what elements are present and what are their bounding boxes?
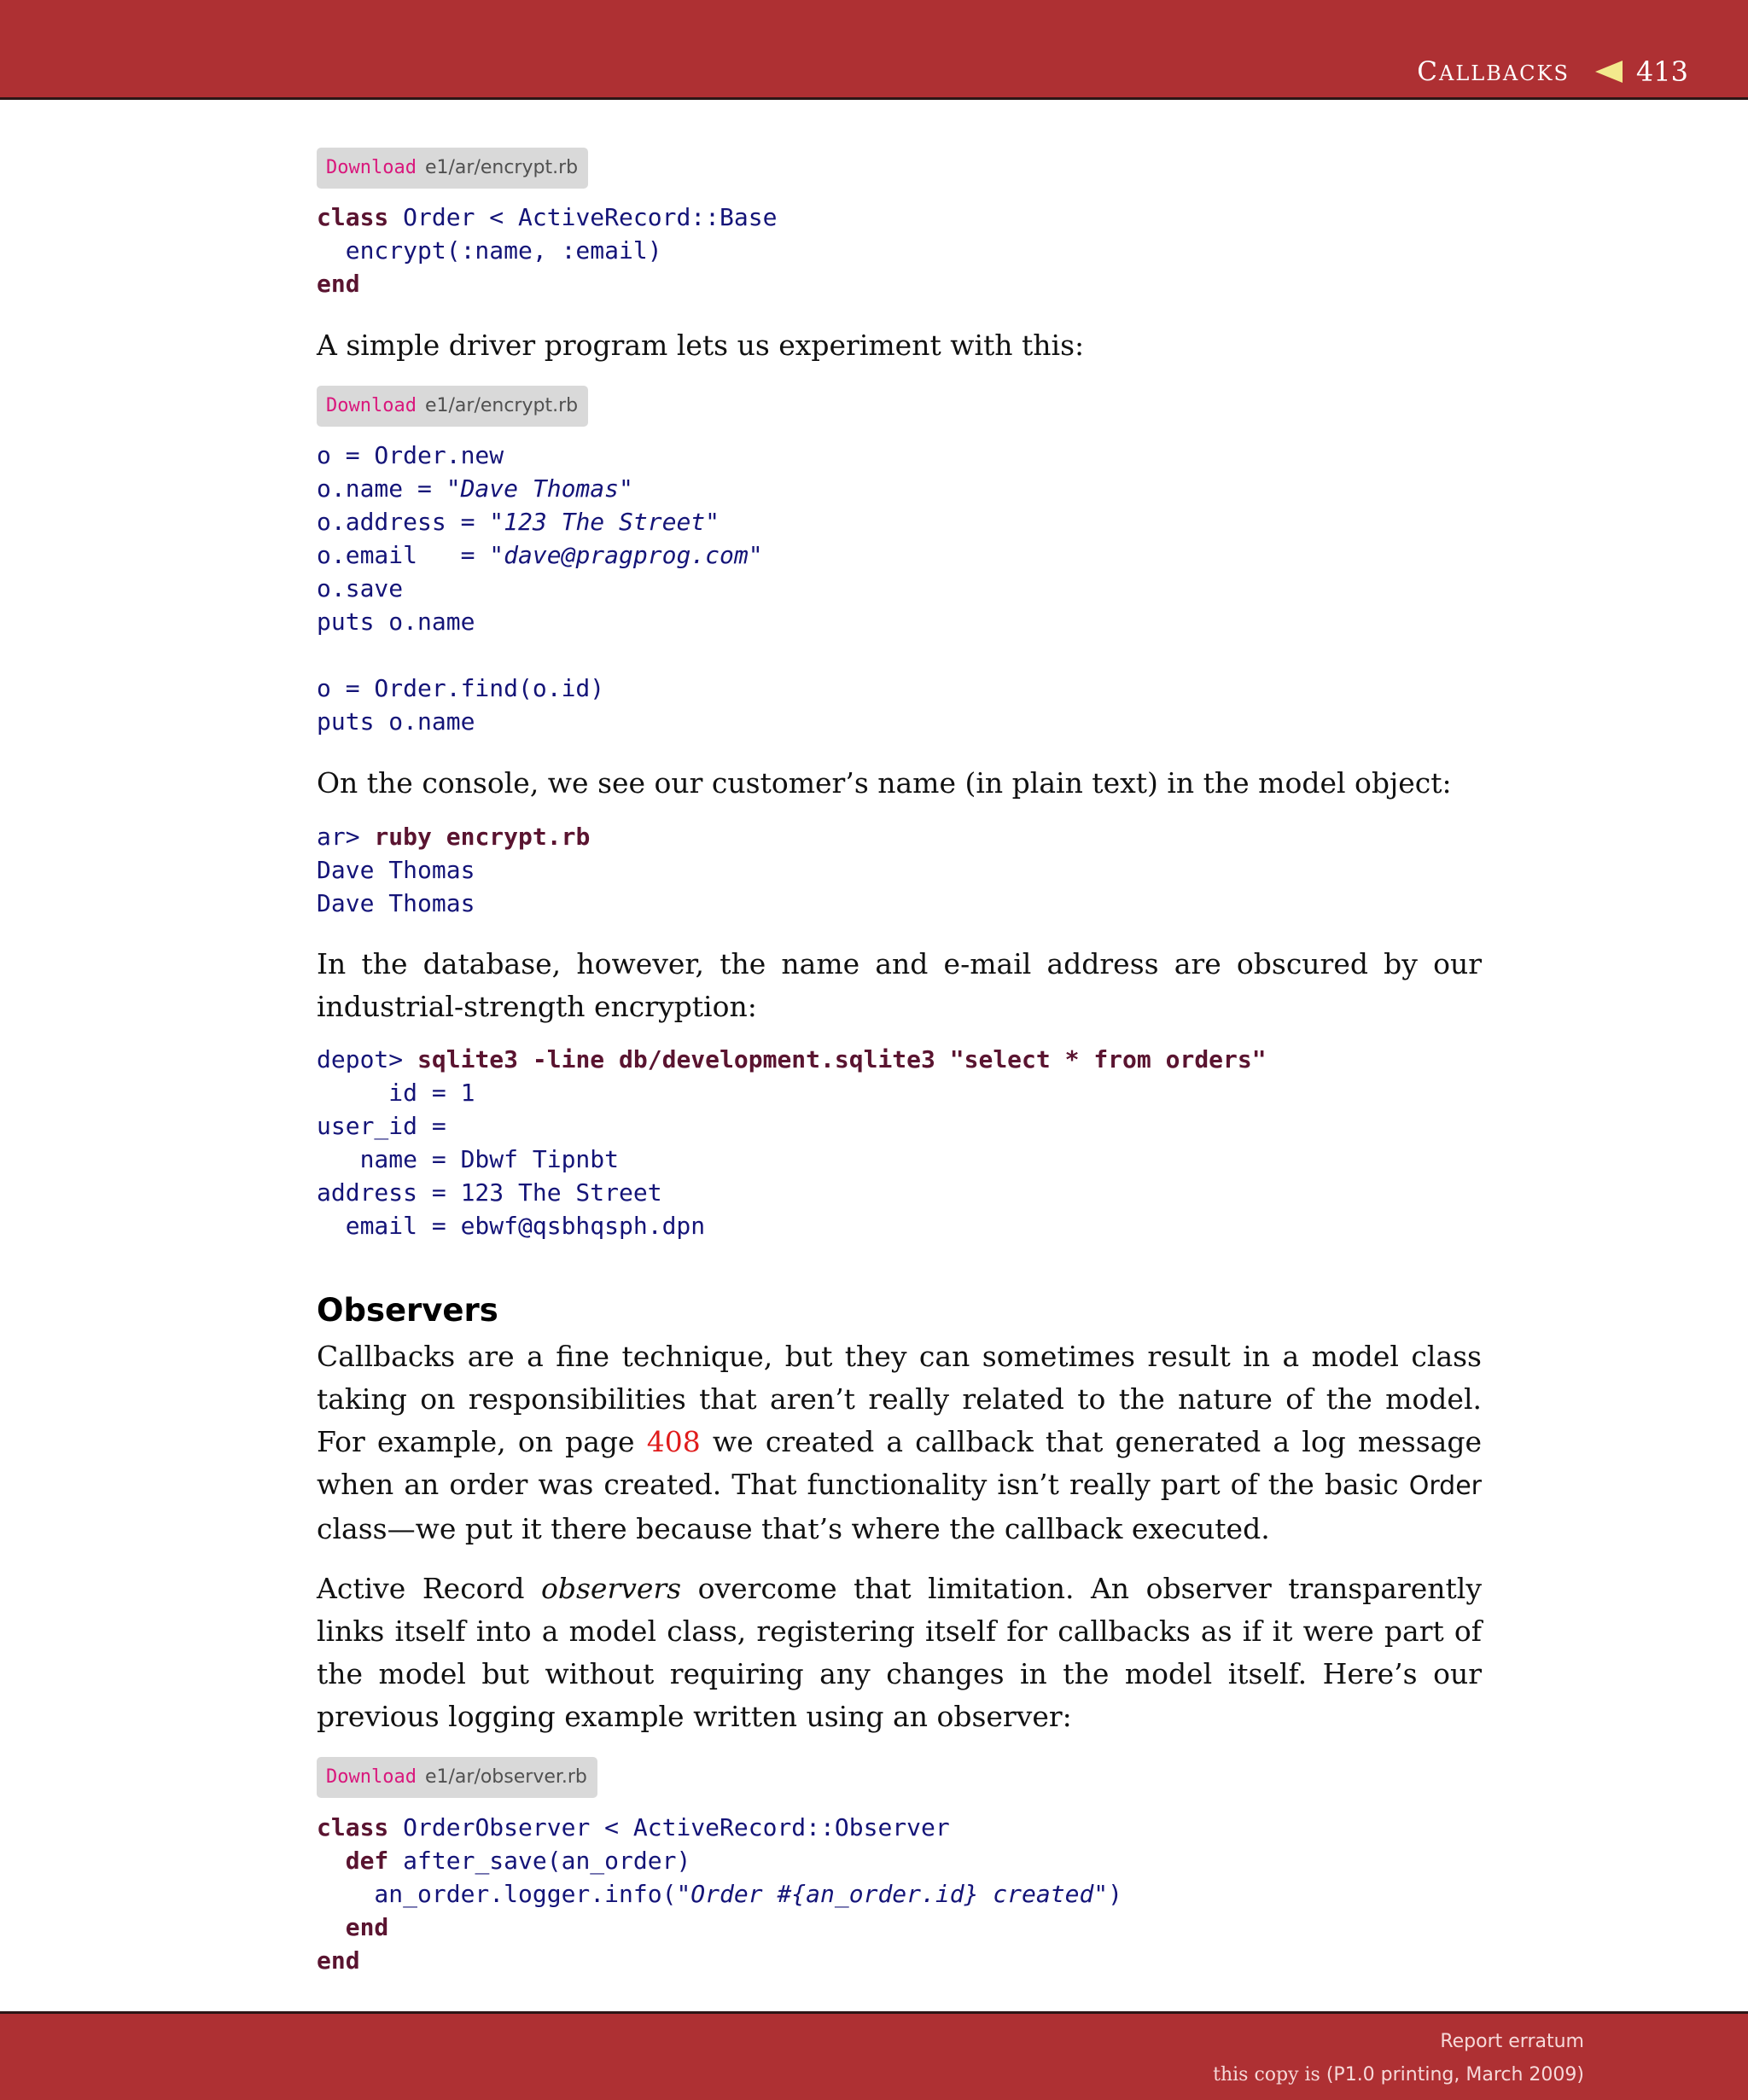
code-keyword: end (317, 1946, 360, 1975)
page-footer-bar (0, 2011, 1748, 2100)
page-header-bar (0, 0, 1748, 100)
code-line: after_save(an_order) (388, 1847, 691, 1875)
download-path: e1/ar/observer.rb (424, 1766, 587, 1788)
code-keyword: class (317, 203, 389, 231)
code-block (317, 201, 777, 300)
code-keyword: end (317, 1913, 389, 1941)
emphasis: observers (540, 1572, 682, 1605)
code-block (317, 439, 763, 738)
section-heading: Observers (317, 1292, 498, 1329)
code-line: an_order.logger.info( (317, 1880, 677, 1908)
code-string: "Order #{an_order.id} created" (676, 1880, 1109, 1908)
header-nav (1417, 51, 1688, 92)
copy-note (1213, 2064, 1584, 2085)
download-link[interactable] (317, 1757, 597, 1798)
code-line: o.address = (317, 508, 490, 536)
code-line: puts o.name (317, 608, 475, 636)
console-output: user_id = (317, 1112, 446, 1140)
console-output: name = Dbwf Tipnbt (317, 1145, 620, 1173)
console-command: sqlite3 -line db/development.sqlite3 "select * from orders" (417, 1045, 1267, 1073)
console-block (317, 820, 590, 920)
copy-prefix: this copy is (1213, 2064, 1326, 2085)
report-erratum-link[interactable]: Report erratum (1440, 2031, 1584, 2052)
paragraph-text: Callbacks are a fine technique, but they can sometimes result in a model class taking on responsibilities that aren’t really related to the nature of the model. For example, on page (317, 1340, 1482, 1458)
code-keyword: end (317, 270, 360, 298)
code-line: OrderObserver < ActiveRecord::Observer (388, 1813, 950, 1841)
code-line: ) (1108, 1880, 1123, 1908)
paragraph: A simple driver program lets us experiment with this: (317, 329, 1085, 362)
copy-detail: (P1.0 printing, March 2009) (1326, 2064, 1584, 2085)
back-arrow-icon[interactable] (1595, 61, 1623, 83)
page-number: 413 (1635, 55, 1688, 88)
paragraph-text: Active Record (317, 1572, 541, 1605)
console-prompt: depot> (317, 1045, 418, 1073)
code-line: puts o.name (317, 707, 475, 736)
code-line: o = Order.find(o.id) (317, 674, 605, 702)
paragraph: In the database, however, the name and e-mail address are obscured by our industrial-strength encryption: (317, 947, 1482, 1023)
download-link[interactable] (317, 386, 588, 427)
page-link[interactable]: 408 (646, 1425, 701, 1458)
code-string: "123 The Street" (489, 508, 720, 536)
code-line: o.email = (317, 541, 490, 569)
code-keyword: class (317, 1813, 389, 1841)
console-command: ruby encrypt.rb (374, 823, 591, 851)
paragraph-text: class—we put it there because that’s where the callback executed. (317, 1512, 1270, 1545)
code-line: encrypt(:name, :email) (317, 236, 662, 265)
console-output: Dave Thomas (317, 889, 475, 917)
download-label: Download (326, 1766, 417, 1788)
paragraph-text: overcome that limitation. An observer transparently links itself into a model class, registering itself for callbacks as if it were part of the model but without requiring any changes in the model itself. Here’s our previous logging example written using an observer: (317, 1572, 1483, 1733)
code-keyword: def (317, 1847, 389, 1875)
console-block (317, 1043, 1267, 1242)
code-line: o.save (317, 574, 404, 602)
paragraph-text: we created a callback that generated a log message when an order was created. That functionality isn’t really part of the basic (317, 1425, 1482, 1501)
download-label: Download (326, 157, 417, 178)
paragraph (317, 1335, 1482, 1550)
code-line: Order < ActiveRecord::Base (388, 203, 778, 231)
code-block (317, 1811, 1122, 1977)
section-title: CALLBACKS (1417, 56, 1570, 87)
download-label: Download (326, 395, 417, 416)
console-output: email = ebwf@qsbhqsph.dpn (317, 1212, 706, 1240)
console-prompt: ar> (317, 823, 375, 851)
code-line: o = Order.new (317, 441, 504, 469)
download-link[interactable] (317, 148, 588, 189)
code-line: o.name = (317, 474, 446, 503)
console-output: id = 1 (317, 1079, 475, 1107)
paragraph: On the console, we see our customer’s name (in plain text) in the model object: (317, 766, 1452, 800)
code-string: "dave@pragprog.com" (489, 541, 763, 569)
download-path: e1/ar/encrypt.rb (424, 395, 579, 416)
console-output: Dave Thomas (317, 856, 475, 884)
download-path: e1/ar/encrypt.rb (424, 157, 579, 178)
code-string: "Dave Thomas" (446, 474, 633, 503)
paragraph (317, 1568, 1482, 1738)
code-term: Order (1408, 1471, 1482, 1501)
console-output: address = 123 The Street (317, 1178, 662, 1207)
